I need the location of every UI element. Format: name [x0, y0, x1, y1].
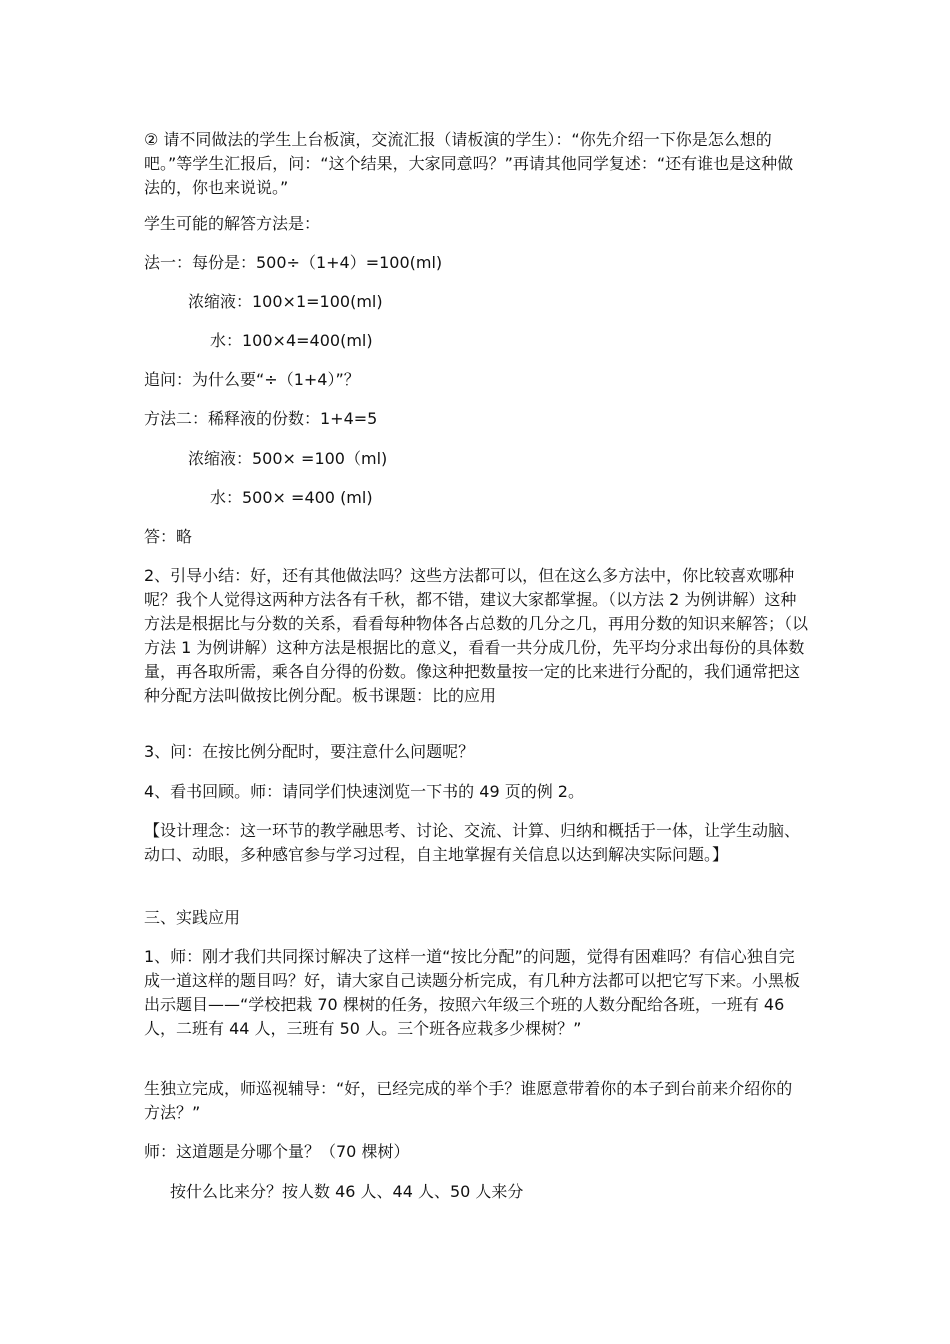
paragraph-possible-methods: 学生可能的解答方法是：: [144, 214, 321, 233]
paragraph-concentrate-one: 浓缩液：100×1=100(ml): [188, 292, 383, 311]
paragraph-design-concept: 【设计理念：这一环节的教学融思考、讨论、交流、计算、归纳和概括于一体，让学生动脑、动口、动眼，多种感官参与学习过程，自主地掌握有关信息以达到解决实际问题。】: [144, 821, 801, 864]
paragraph-answer: 答：略: [144, 527, 193, 546]
paragraph-method-one: 法一：每份是：500÷（1+4）=100(ml): [144, 253, 443, 272]
paragraph-concentrate-two: 浓缩液：500× =100（ml): [188, 449, 388, 468]
paragraph-which-ratio: 按什么比来分？按人数 46 人、44 人、50 人来分: [170, 1182, 524, 1201]
paragraph-summary: 2、引导小结：好，还有其他做法吗？这些方法都可以，但在这么多方法中，你比较喜欢哪种呢？我个人觉得这两种方法各有千秋，都不错，建议大家都掌握。（以方法 2 为例讲解）这种方法是根据比与分数的关系，看看每种物体各占总数的几分之几，再用分数的知识来解答；（以方法 1 为例讲解）这种方法是根据比的意义，看看一共分成几份，先平均分求出每份的具体数量，再各取所需，乘各自分得的份数。像这种把数量按一定的比来进行分配的，我们通常把这种分配方法叫做按比例分配。板书课题：比的应用: [144, 566, 809, 705]
section-heading-practice: 三、实践应用: [144, 908, 241, 927]
paragraph-water-one: 水：100×4=400(ml): [210, 331, 373, 350]
paragraph-board-demo: ② 请不同做法的学生上台板演，交流汇报（请板演的学生）：“你先介绍一下你是怎么想的吧。”等学生汇报后，问：“这个结果，大家同意吗？”再请其他同学复述：“还有谁也是这种做法的，你也来说说。”: [144, 130, 794, 197]
paragraph-book-review: 4、看书回顾。师：请同学们快速浏览一下书的 49 页的例 2。: [144, 782, 584, 801]
paragraph-follow-up-question: 追问：为什么要“÷（1+4）”？: [144, 370, 360, 389]
paragraph-practice-task: 1、师：刚才我们共同探讨解决了这样一道“按比分配”的问题，觉得有困难吗？有信心独自完成一道这样的题目吗？好，请大家自己读题分析完成，有几种方法都可以把它写下来。小黑板出示题目——“学校把栽 70 棵树的任务，按照六年级三个班的人数分配给各班，一班有 46 人，二班有 44 人，三班有 50 人。三个班各应栽多少棵树？”: [144, 947, 801, 1038]
paragraph-method-two: 方法二：稀释液的份数：1+4=5: [144, 409, 378, 428]
paragraph-water-two: 水：500× =400 (ml): [210, 488, 373, 507]
paragraph-question-three: 3、问：在按比例分配时，要注意什么问题呢？: [144, 742, 475, 761]
paragraph-which-quantity: 师：这道题是分哪个量？（70 棵树）: [144, 1142, 410, 1161]
paragraph-independent-work: 生独立完成，师巡视辅导：“好，已经完成的举个手？谁愿意带着你的本子到台前来介绍你的方法？”: [144, 1079, 793, 1122]
